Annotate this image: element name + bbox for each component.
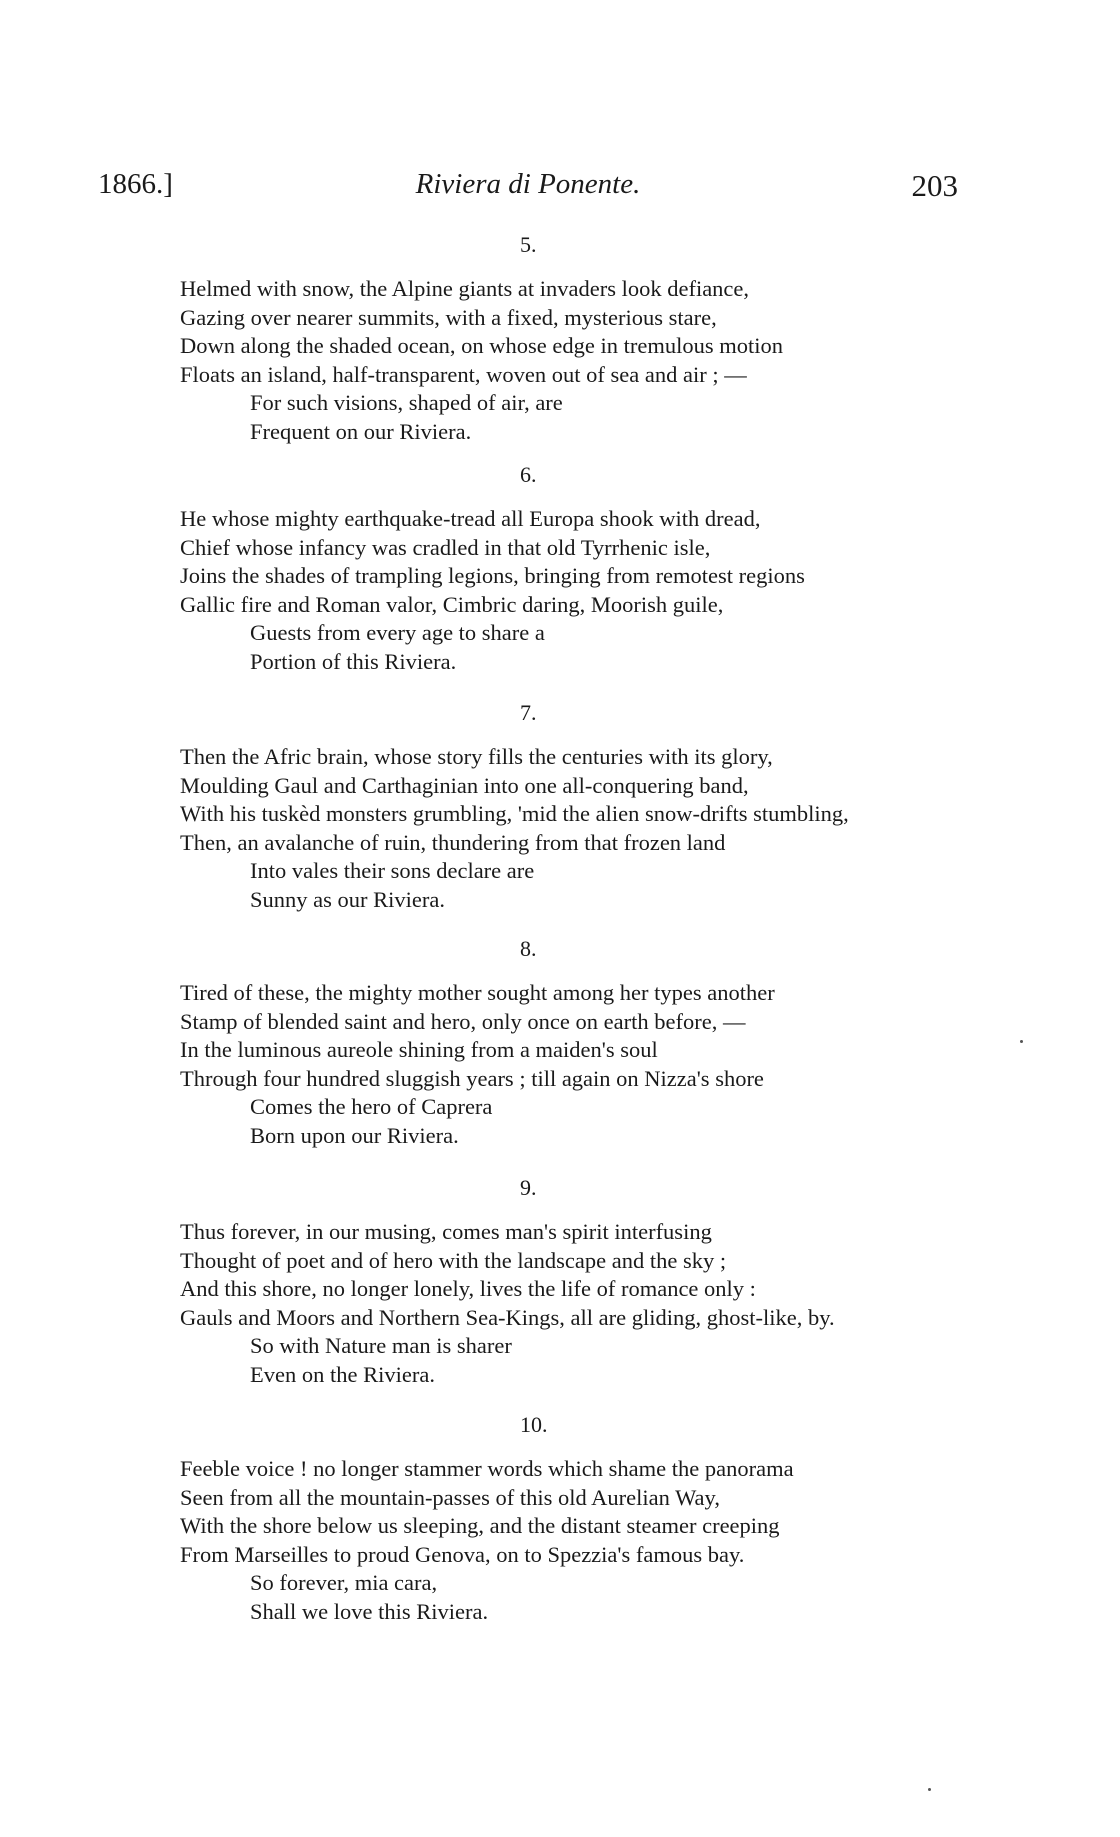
- refrain-line: Portion of this Riviera.: [250, 648, 457, 674]
- page-number: 203: [911, 168, 958, 203]
- verse-line: Gauls and Moors and Northern Sea-Kings, all are gliding, ghost-like, by.: [180, 1304, 835, 1330]
- paper-speck: [1020, 1040, 1023, 1043]
- refrain-line: So forever, mia cara,: [250, 1570, 438, 1595]
- verse-line: Seen from all the mountain-passes of this old Aurelian Way,: [180, 1484, 720, 1510]
- verse-line: He whose mighty earthquake-tread all Europa shook with dread,: [180, 506, 761, 531]
- header-title: Riviera di Ponente.: [415, 168, 641, 200]
- stanza-number: 5.: [520, 232, 537, 257]
- verse-line: Feeble voice ! no longer stammer words which shame the panorama: [180, 1456, 794, 1481]
- verse-line: With his tuskèd monsters grumbling, 'mid the alien snow-drifts stumbling,: [180, 801, 849, 826]
- header-year: 1866.]: [98, 168, 173, 200]
- verse-line: Gallic fire and Roman valor, Cimbric daring, Moorish guile,: [180, 591, 724, 617]
- verse-line: Floats an island, half-transparent, woven out of sea and air ; —: [180, 361, 747, 387]
- refrain-line: Frequent on our Riviera.: [250, 418, 472, 444]
- running-header: [98, 168, 958, 218]
- stanza-number: 10.: [520, 1412, 548, 1437]
- verse-line: Moulding Gaul and Carthaginian into one all-conquering band,: [180, 772, 749, 798]
- paper-speck: [928, 1788, 931, 1791]
- verse-line: Chief whose infancy was cradled in that old Tyrrhenic isle,: [180, 534, 711, 560]
- verse-line: Then the Afric brain, whose story fills the centuries with its glory,: [180, 744, 773, 769]
- refrain-line: For such visions, shaped of air, are: [250, 390, 563, 415]
- refrain-line: Even on the Riviera.: [250, 1361, 435, 1387]
- verse-line: With the shore below us sleeping, and the distant steamer creeping: [180, 1513, 780, 1538]
- refrain-line: So with Nature man is sharer: [250, 1333, 512, 1358]
- verse-line: Then, an avalanche of ruin, thundering from that frozen land: [180, 829, 726, 855]
- verse-line: Gazing over nearer summits, with a fixed, mysterious stare,: [180, 304, 717, 330]
- refrain-line: Comes the hero of Caprera: [250, 1094, 493, 1119]
- verse-line: Down along the shaded ocean, on whose edge in tremulous motion: [180, 333, 783, 358]
- verse-line: Helmed with snow, the Alpine giants at invaders look defiance,: [180, 276, 750, 301]
- verse-line: Thus forever, in our musing, comes man's spirit interfusing: [180, 1219, 712, 1244]
- refrain-line: Into vales their sons declare are: [250, 858, 535, 883]
- refrain-line: Guests from every age to share a: [250, 620, 545, 645]
- stanza-number: 6.: [520, 462, 537, 487]
- verse-line: Through four hundred sluggish years ; till again on Nizza's shore: [180, 1065, 764, 1091]
- verse-line: In the luminous aureole shining from a maiden's soul: [180, 1037, 658, 1062]
- verse-line: Thought of poet and of hero with the landscape and the sky ;: [180, 1247, 727, 1273]
- verse-line: Joins the shades of trampling legions, bringing from remotest regions: [180, 563, 805, 588]
- verse-line: From Marseilles to proud Genova, on to Spezzia's famous bay.: [180, 1541, 745, 1567]
- refrain-line: Born upon our Riviera.: [250, 1122, 459, 1148]
- verse-line: Stamp of blended saint and hero, only once on earth before, —: [180, 1008, 746, 1034]
- stanza-number: 9.: [520, 1175, 537, 1200]
- stanza-number: 7.: [520, 700, 537, 725]
- refrain-line: Shall we love this Riviera.: [250, 1598, 489, 1624]
- verse-line: Tired of these, the mighty mother sought among her types another: [180, 980, 775, 1005]
- verse-line: And this shore, no longer lonely, lives the life of romance only :: [180, 1276, 756, 1301]
- refrain-line: Sunny as our Riviera.: [250, 886, 445, 912]
- stanza-number: 8.: [520, 936, 537, 961]
